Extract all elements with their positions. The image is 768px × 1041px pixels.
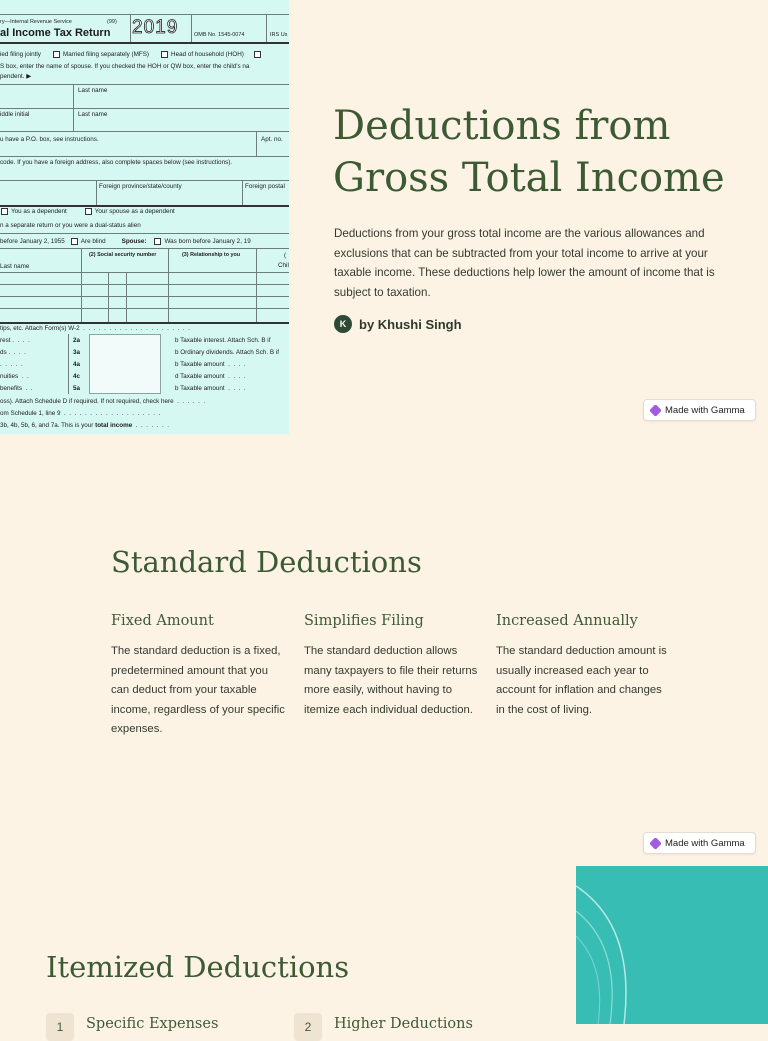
form-dependents-row: You as a dependent Your spouse as a dependent (0, 208, 289, 215)
decorative-teal-image (576, 866, 768, 1024)
form-line-4a: 4a (73, 361, 81, 368)
form-filing-status: ied filing jointly Married filing separately (MFS) Head of household (HOH) (0, 51, 289, 58)
arc-decoration (576, 866, 768, 1024)
author-name: by Khushi Singh (359, 316, 462, 332)
form-po-box-label: u have a P.O. box, see instructions. (0, 136, 99, 143)
card-heading: Fixed Amount (111, 613, 214, 629)
slide-intro (0, 0, 768, 434)
form-line-capital: oss). Attach Schedule D if required. If not required, check here . . . . . . (0, 398, 206, 405)
form-title: al Income Tax Return (0, 27, 111, 39)
form-col4-header: ( (284, 252, 287, 259)
form-line-4b: b Taxable amount . . . . (175, 361, 246, 368)
card-text: The standard deduction amount is usually increased each year to account for inflation and changes in the cost of living. (496, 645, 667, 716)
form-ssn-header: (2) Social security number (89, 252, 157, 258)
form-line-4d: d Taxable amount . . . . (175, 373, 246, 380)
made-with-gamma-badge[interactable] (643, 399, 756, 421)
form-last-name-label-2: Last name (78, 111, 108, 118)
form-line-5b: b Taxable amount . . . . (175, 385, 246, 392)
form-line-4c: 4c (73, 373, 81, 380)
gamma-logo-icon (649, 837, 662, 850)
form-dependent-arrow: pendent. ▶ (0, 73, 32, 80)
form-separate-return: n a separate return or you were a dual-status alien (0, 222, 141, 229)
form-irs-use: IRS Us (270, 32, 288, 38)
slide-description: Deductions from your gross total income are the various allowances and exclusions that can be subtracted from your total income to arrive at your taxable income. These deductions help lower the amount of income that is subject to taxation. (334, 227, 715, 299)
form-line-2: rest . . . . (0, 337, 30, 344)
card-text: The standard deduction is a fixed, predetermined amount that you can deduct from your taxable income, regardless of your specific expenses. (111, 645, 285, 736)
form-line-2a: 2a (73, 337, 81, 344)
item-number-badge: 1 (46, 1013, 74, 1041)
form-zip-label: code. If you have a foreign address, also complete spaces below (see instructions). (0, 159, 233, 166)
form-omb: OMB No. 1545-0074 (194, 32, 245, 38)
avatar: K (334, 315, 352, 333)
card-heading: Increased Annually (496, 613, 638, 629)
form-line-2b: b Taxable interest. Attach Sch. B if (175, 337, 271, 344)
gamma-logo-icon (649, 404, 662, 417)
form-mfs-note: S box, enter the name of spouse. If you checked the HOH or QW box, enter the child's na (0, 63, 250, 70)
author-byline (334, 315, 462, 333)
form-age-row: before January 2, 1955 Are blind Spouse: Was born before January 2, 19 (0, 238, 251, 246)
section-title: Itemized Deductions (46, 950, 350, 984)
card-heading: Simplifies Filing (304, 613, 424, 629)
card-text: The standard deduction allows many taxpayers to file their returns more easily, without having to itemize each individual deduction. (304, 645, 478, 716)
card-fixed-amount (111, 613, 286, 740)
form-line-4: . . . . . (0, 361, 23, 368)
badge-label: Made with Gamma (665, 837, 745, 849)
made-with-gamma-badge[interactable] (643, 832, 756, 854)
form-line-sched1: om Schedule 1, line 9 . . . . . . . . . . . . . . . . . . . (0, 410, 161, 417)
item-label: Higher Deductions (334, 1016, 473, 1032)
form-code: (99) (107, 19, 117, 25)
tax-form-image (0, 0, 289, 434)
form-last-name-label: Last name (78, 87, 108, 94)
item-number-badge: 2 (294, 1013, 322, 1041)
form-foreign-province-label: Foreign province/state/county (99, 183, 182, 190)
form-line-4c-left: nuities . . (0, 373, 29, 380)
form-line-total: 3b, 4b, 5b, 6, and 7a. This is your total income . . . . . . . (0, 422, 169, 429)
form-foreign-postal-label: Foreign postal (245, 183, 285, 190)
form-line-3: ds . . . . (0, 349, 26, 356)
form-line-5-left: benefits . . (0, 385, 33, 392)
card-increased-annually (496, 613, 671, 720)
card-simplifies-filing (304, 613, 479, 720)
form-line-w2: tips, etc. Attach Form(s) W-2 . . . . . . . . . . . . . . . . . . . . . (0, 325, 190, 332)
form-apt-label: Apt. no. (261, 136, 283, 143)
form-last-name-label-3: Last name (0, 263, 30, 270)
form-year: 2019 (132, 17, 179, 38)
form-middle-initial-label: iddle initial (0, 111, 30, 118)
form-line-3b: b Ordinary dividends. Attach Sch. B if (175, 349, 279, 356)
slide-title: Deductions from Gross Total Income (333, 103, 725, 201)
form-relationship-header: (3) Relationship to you (182, 252, 241, 258)
form-agency: ry—Internal Revenue Service (0, 19, 72, 25)
form-child-header: Chil (278, 262, 289, 269)
section-title: Standard Deductions (111, 545, 422, 579)
item-label: Specific Expenses (86, 1016, 219, 1032)
form-line-3a: 3a (73, 349, 81, 356)
badge-label: Made with Gamma (665, 404, 745, 416)
form-line-5a: 5a (73, 385, 81, 392)
